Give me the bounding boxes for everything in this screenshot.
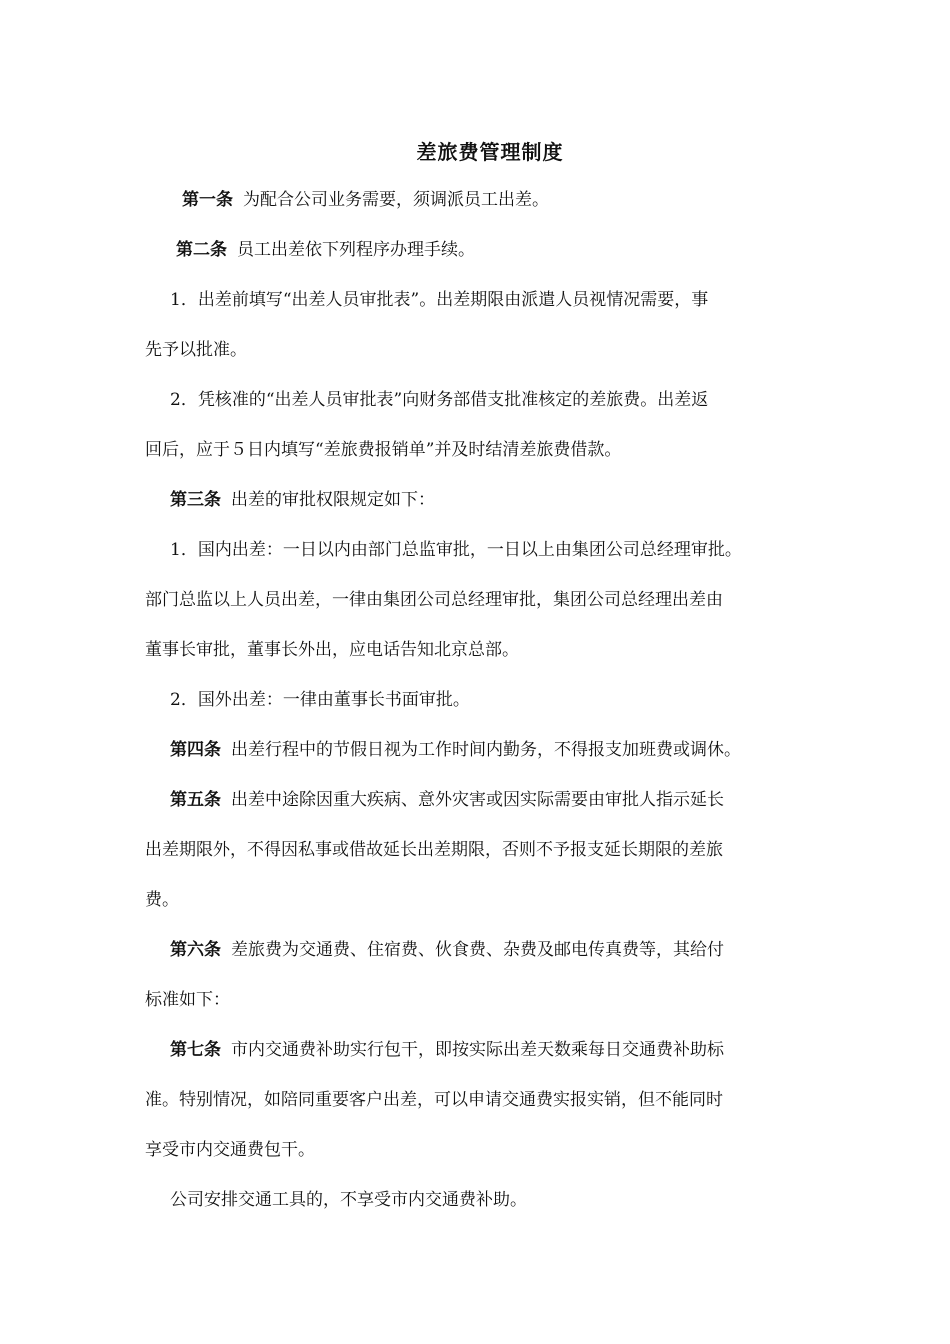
article-5-text: 出差中途除因重大疾病、意外灾害或因实际需要由审批人指示延长	[231, 790, 724, 810]
article-7-text: 市内交通费补助实行包干，即按实际出差天数乘每日交通费补助标	[231, 1040, 724, 1060]
article-3	[170, 488, 435, 512]
article-3-text: 出差的审批权限规定如下：	[231, 490, 435, 510]
article-7-line-3: 享受市内交通费包干。	[145, 1140, 315, 1160]
article-3-label: 第三条	[170, 490, 221, 510]
article-3-item-1-line-1: 1．国内出差：一日以内由部门总监审批，一日以上由集团公司总经理审批。	[170, 540, 742, 560]
article-1-label: 第一条	[182, 190, 233, 210]
article-7	[170, 1038, 724, 1062]
article-2-text: 员工出差依下列程序办理手续。	[237, 240, 475, 260]
article-5-line-3: 费。	[145, 890, 179, 910]
article-4-text: 出差行程中的节假日视为工作时间内勤务，不得报支加班费或调休。	[231, 740, 741, 760]
article-7-line-2: 准。特别情况，如陪同重要客户出差，可以申请交通费实报实销，但不能同时	[145, 1090, 723, 1110]
article-3-item-1-line-2: 部门总监以上人员出差，一律由集团公司总经理审批，集团公司总经理出差由	[145, 590, 723, 610]
article-5-line-2: 出差期限外，不得因私事或借故延长出差期限，否则不予报支延长期限的差旅	[145, 840, 723, 860]
article-2	[176, 238, 475, 262]
article-2-item-1-line-2: 先予以批准。	[145, 340, 247, 360]
article-4-label: 第四条	[170, 740, 221, 760]
article-3-item-2-line-1: 2．国外出差：一律由董事长书面审批。	[170, 690, 470, 710]
article-6-label: 第六条	[170, 940, 221, 960]
article-6-text: 差旅费为交通费、住宿费、伙食费、杂费及邮电传真费等，其给付	[231, 940, 724, 960]
article-2-label: 第二条	[176, 240, 227, 260]
article-1-text: 为配合公司业务需要，须调派员工出差。	[243, 190, 549, 210]
closing-paragraph: 公司安排交通工具的，不享受市内交通费补助。	[170, 1190, 527, 1210]
article-6	[170, 938, 724, 962]
document-title: 差旅费管理制度	[416, 140, 564, 164]
article-3-item-1-line-3: 董事长审批，董事长外出，应电话告知北京总部。	[145, 640, 519, 660]
article-4	[170, 738, 741, 762]
article-1	[182, 188, 549, 212]
article-2-item-2-line-1: 2．凭核准的“出差人员审批表”向财务部借支批准核定的差旅费。出差返	[170, 390, 709, 410]
article-6-line-2: 标准如下：	[145, 990, 230, 1010]
article-2-item-2-line-2: 回后，应于５日内填写“差旅费报销单”并及时结清差旅费借款。	[145, 440, 622, 460]
article-5	[170, 788, 724, 812]
article-2-item-1-line-1: 1．出差前填写“出差人员审批表”。出差期限由派遣人员视情况需要，事	[170, 290, 709, 310]
article-7-label: 第七条	[170, 1040, 221, 1060]
article-5-label: 第五条	[170, 790, 221, 810]
